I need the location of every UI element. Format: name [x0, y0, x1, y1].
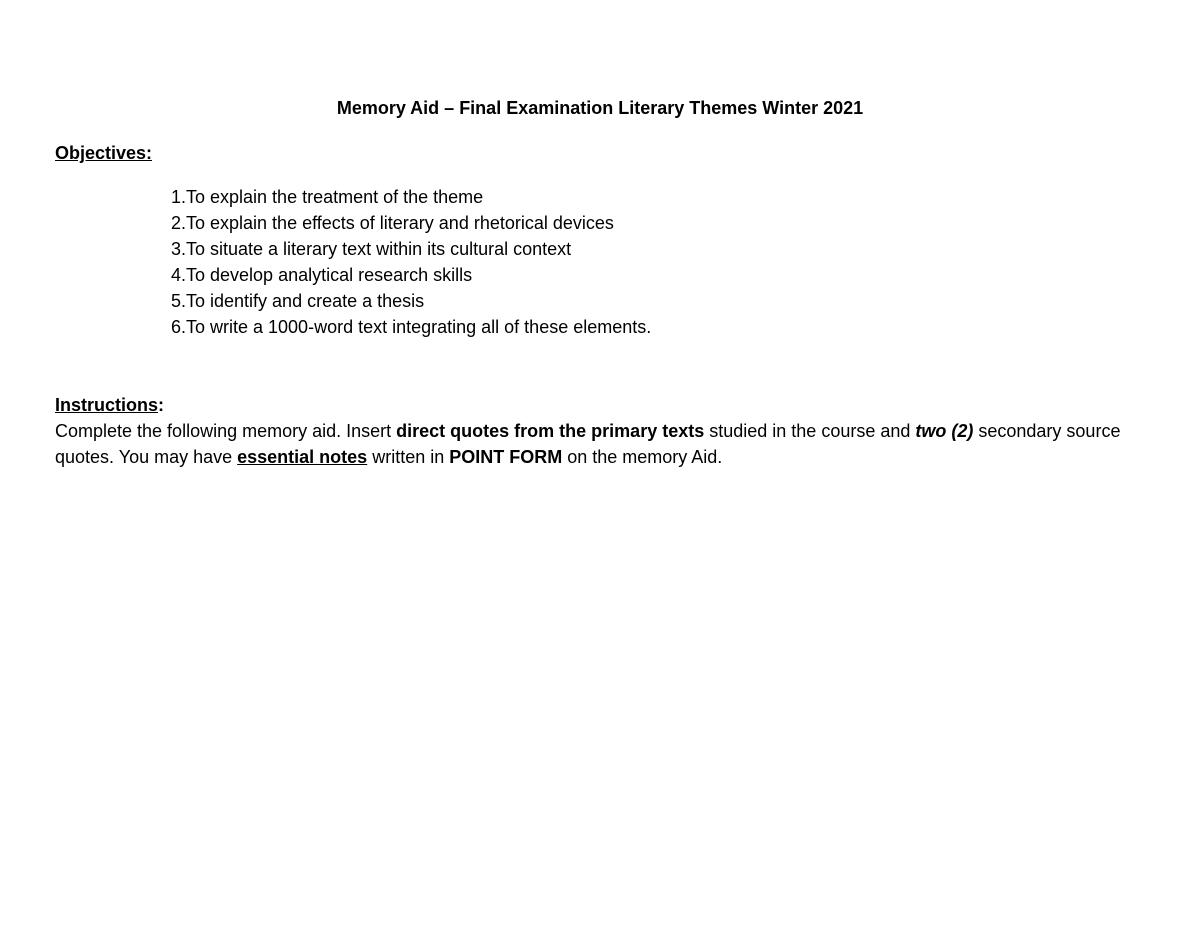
objective-item-5: [150, 288, 651, 314]
instructions-text: Complete the following memory aid. Insert: [55, 421, 397, 441]
instructions-emphasis-primary-quotes: direct quotes from the primary texts: [396, 421, 705, 441]
objective-item-2: [150, 210, 651, 236]
objective-number: 5.: [170, 291, 186, 311]
instructions-heading: [55, 393, 164, 417]
objective-number: 3.: [170, 239, 186, 259]
objective-number: 2.: [170, 213, 186, 233]
objectives-list: [150, 184, 651, 340]
objective-item-3: [150, 236, 651, 262]
instructions-emphasis-count: two (2): [915, 421, 974, 441]
objective-item-6: [150, 314, 651, 340]
objective-number: 1.: [170, 187, 186, 207]
objective-text: To develop analytical research skills: [186, 265, 473, 285]
objective-number: 6.: [170, 317, 186, 337]
instructions-text: written in: [367, 447, 450, 467]
objective-text: To identify and create a thesis: [186, 291, 425, 311]
instructions-text: secondary source quotes. You may have: [55, 421, 1121, 467]
objective-item-4: [150, 262, 651, 288]
objective-text: To situate a literary text within its cultural context: [186, 239, 572, 259]
instructions-text: studied in the course and: [704, 421, 916, 441]
objective-text: To write a 1000-word text integrating all of these elements.: [186, 317, 652, 337]
objective-text: To explain the effects of literary and rhetorical devices: [186, 213, 614, 233]
instructions-text: on the memory Aid.: [562, 447, 723, 467]
instructions-body: [55, 418, 1145, 470]
objectives-heading: Objectives:: [55, 143, 153, 163]
instructions-emphasis-essential-notes: essential notes: [237, 447, 368, 467]
instructions-emphasis-point-form: POINT FORM: [449, 447, 563, 467]
objective-number: 4.: [170, 265, 186, 285]
document-title: Memory Aid – Final Examination Literary Themes Winter 2021: [336, 98, 864, 118]
objective-text: To explain the treatment of the theme: [186, 187, 484, 207]
objective-item-1: [150, 184, 651, 210]
instructions-heading-label: Instructions: [55, 395, 159, 415]
instructions-heading-colon: :: [158, 395, 165, 415]
